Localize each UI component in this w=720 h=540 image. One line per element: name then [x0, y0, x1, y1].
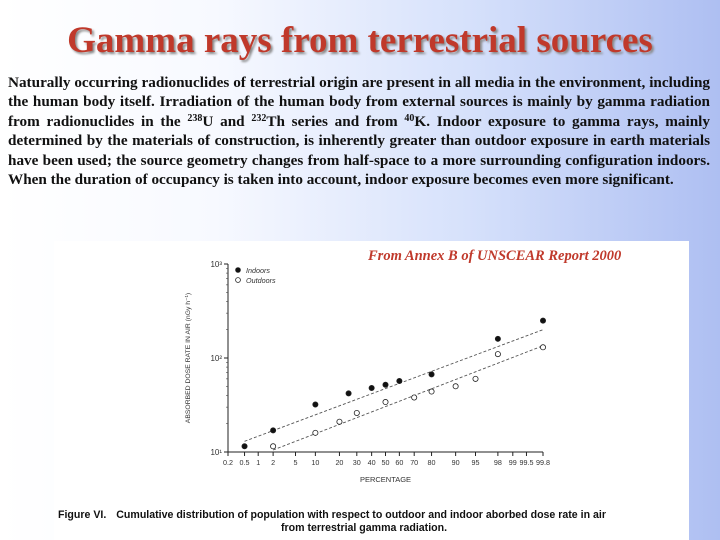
- body-text-part-4: K. Indoor exposure to gamma rays, mainly determined by the materials of construction, is inherently greater than outdoor exposure in earth materials have been used; the source geometry changes from half-space to a more surrounding configuration indoors. When the duration of occupancy is taken into account, indoor exposure becomes even more significant.: [8, 112, 710, 189]
- y-tick-label: 10¹: [210, 448, 222, 457]
- body-paragraph: [8, 73, 710, 189]
- legend-label-outdoors: Outdoors: [246, 276, 276, 285]
- superscript-40: 40: [404, 112, 415, 124]
- superscript-232: 232: [251, 112, 267, 124]
- x-tick-label: 80: [427, 458, 436, 467]
- x-tick-label: 2: [271, 458, 276, 467]
- outdoors-data-point: [354, 410, 359, 415]
- legend-marker-indoors: [236, 268, 241, 273]
- outdoors-data-point: [313, 430, 318, 435]
- legend-marker-outdoors: [236, 278, 241, 283]
- x-tick-label: 0.5: [239, 458, 250, 467]
- y-axis-label: ABSORBED DOSE RATE IN AIR (nGy h⁻¹): [185, 292, 192, 424]
- x-tick-label: 70: [410, 458, 419, 467]
- x-tick-label: 60: [395, 458, 404, 467]
- source-note: From Annex B of UNSCEAR Report 2000: [368, 248, 622, 264]
- indoors-data-point: [383, 382, 388, 387]
- fit-line-indoors: [245, 330, 543, 442]
- body-text-part-2: U and: [202, 112, 252, 130]
- body-text-part-1: Naturally occurring radionuclides of terrestrial origin are present in all media in the environment, including the human body itself. Irradiation of the human body from external sources is mainly by gamma radiation from radionuclides in the: [8, 74, 710, 130]
- outdoors-data-point: [495, 352, 500, 357]
- x-tick-label: 5: [293, 458, 298, 467]
- indoors-data-point: [369, 385, 374, 390]
- x-tick-label: 50: [381, 458, 390, 467]
- x-tick-label: 90: [451, 458, 460, 467]
- outdoors-data-point: [473, 376, 478, 381]
- figure-caption: [58, 509, 688, 535]
- x-tick-label: 0.2: [223, 458, 233, 467]
- x-tick-label: 10: [311, 458, 320, 467]
- legend-label-indoors: Indoors: [246, 266, 270, 275]
- outdoors-data-point: [383, 399, 388, 404]
- x-tick-label: 20: [335, 458, 344, 467]
- indoors-data-point: [495, 336, 500, 341]
- y-tick-label: 10³: [210, 260, 222, 269]
- x-tick-label: 30: [352, 458, 361, 467]
- superscript-238: 238: [187, 112, 203, 124]
- x-tick-label: 99.5: [519, 458, 534, 467]
- indoors-data-point: [346, 391, 351, 396]
- x-tick-label: 99: [508, 458, 517, 467]
- outdoors-data-point: [453, 384, 458, 389]
- indoors-data-point: [242, 444, 247, 449]
- caption-line-2: from terrestrial gamma radiation.: [281, 522, 448, 534]
- slide-title: Gamma rays from terrestrial sources: [67, 20, 653, 61]
- outdoors-data-point: [540, 345, 545, 350]
- indoors-data-point: [429, 372, 434, 377]
- outdoors-data-point: [271, 444, 276, 449]
- x-tick-label: 98: [493, 458, 502, 467]
- x-tick-label: 95: [471, 458, 480, 467]
- outdoors-data-point: [429, 389, 434, 394]
- x-tick-label: 40: [367, 458, 376, 467]
- indoors-data-point: [540, 318, 545, 323]
- x-tick-label: 99.8: [536, 458, 550, 467]
- x-axis-label: PERCENTAGE: [359, 475, 412, 484]
- x-tick-label: 1: [256, 458, 261, 467]
- indoors-data-point: [397, 378, 402, 383]
- y-tick-label: 10²: [210, 354, 222, 363]
- body-text-part-3: Th series and from: [266, 112, 405, 130]
- indoors-data-point: [313, 402, 318, 407]
- caption-line-1: Cumulative distribution of population with respect to outdoor and indoor aborbed dose rate in air: [116, 509, 606, 521]
- indoors-data-point: [271, 428, 276, 433]
- outdoors-data-point: [337, 419, 342, 424]
- outdoors-data-point: [412, 395, 417, 400]
- figure-label: Figure VI.: [58, 509, 107, 521]
- dose-rate-chart: [178, 252, 558, 502]
